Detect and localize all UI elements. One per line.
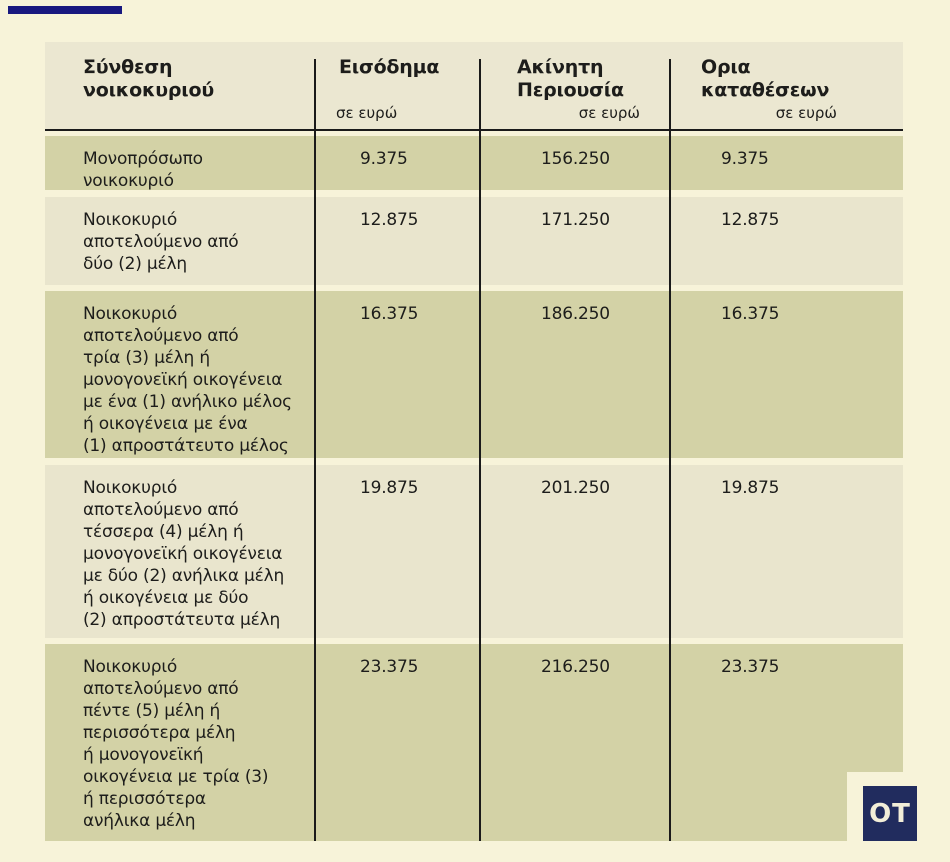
column-divider-1 — [314, 59, 316, 841]
property-cell: 171.250 — [541, 210, 610, 230]
column-header-income — [315, 42, 480, 129]
composition-cell: Νοικοκυριό αποτελούμενο από πέντε (5) μέλη ή περισσότερα μέλη ή μονογονεϊκή οικογένεια με τρία (3) ή περισσότερα ανήλικα μέλη — [83, 657, 269, 831]
deposits-cell: 9.375 — [721, 149, 769, 169]
column-header-composition — [45, 42, 315, 129]
column-title-income: Εισόδημα — [339, 56, 440, 78]
deposits-cell: 23.375 — [721, 657, 780, 677]
composition-cell: Νοικοκυριό αποτελούμενο από τέσσερα (4) μέλη ή μονογονεϊκή οικογένεια με δύο (2) ανήλικα μέλη ή οικογένεια με δύο (2) απροστάτευτα μέλη — [83, 478, 285, 630]
property-cell: 216.250 — [541, 657, 610, 677]
composition-cell: Νοικοκυριό αποτελούμενο από τρία (3) μέλη ή μονογονεϊκή οικογένεια με ένα (1) ανήλικο μέλος ή οικογένεια με ένα (1) απροστάτευτο μέλος — [83, 304, 292, 456]
composition-cell: Μονοπρόσωπο νοικοκυριό — [83, 149, 203, 191]
column-header-deposits — [670, 42, 903, 129]
income-cell: 19.875 — [360, 478, 419, 498]
column-divider-2 — [479, 59, 481, 841]
column-title-property: Ακίνητη Περιουσία — [517, 56, 624, 101]
income-cell: 16.375 — [360, 304, 419, 324]
property-cell: 186.250 — [541, 304, 610, 324]
column-unit-deposits: σε ευρώ — [775, 104, 837, 122]
column-unit-income: σε ευρώ — [336, 104, 398, 122]
ot-logo-text: OT — [869, 798, 911, 829]
eligibility-table — [45, 42, 903, 841]
ot-logo — [863, 786, 917, 841]
column-divider-3 — [669, 59, 671, 841]
column-unit-property: σε ευρώ — [578, 104, 640, 122]
table-row — [45, 197, 903, 285]
column-title-composition: Σύνθεση νοικοκυριού — [83, 56, 214, 101]
income-cell: 23.375 — [360, 657, 419, 677]
table-row — [45, 465, 903, 638]
table-header-row — [45, 42, 903, 131]
property-cell: 201.250 — [541, 478, 610, 498]
deposits-cell: 12.875 — [721, 210, 780, 230]
brand-top-bar — [8, 6, 122, 14]
income-cell: 12.875 — [360, 210, 419, 230]
column-header-property — [480, 42, 670, 129]
column-title-deposits: Ορια καταθέσεων — [701, 56, 830, 101]
table-row — [45, 291, 903, 458]
table-row — [45, 136, 903, 190]
composition-cell: Νοικοκυριό αποτελούμενο από δύο (2) μέλη — [83, 210, 239, 274]
table-row — [45, 644, 903, 841]
deposits-cell: 16.375 — [721, 304, 780, 324]
deposits-cell: 19.875 — [721, 478, 780, 498]
income-cell: 9.375 — [360, 149, 408, 169]
property-cell: 156.250 — [541, 149, 610, 169]
